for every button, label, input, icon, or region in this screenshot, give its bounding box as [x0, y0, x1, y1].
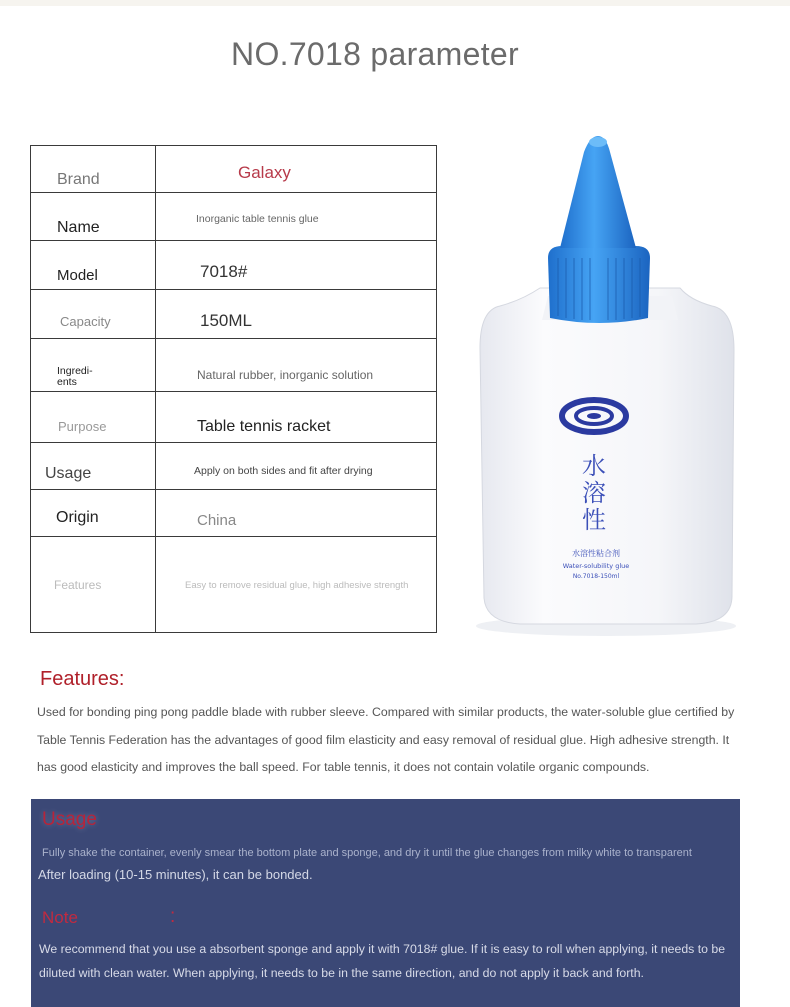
cn-char-1: 水 [582, 452, 606, 480]
bottle-label-cn: 水溶性粘合剂 [572, 549, 620, 558]
table-row [31, 392, 437, 443]
features-heading: Features: [40, 668, 125, 690]
cn-char-2: 溶 [582, 479, 606, 507]
top-band [0, 0, 790, 6]
brand-value: Galaxy [238, 163, 291, 182]
page-title: NO.7018 parameter [231, 36, 519, 72]
table-row [31, 490, 437, 537]
brand-value-cell [156, 146, 437, 193]
cn-char-3: 性 [582, 506, 606, 534]
table-row [31, 193, 437, 241]
note-text: We recommend that you use a absorbent sponge and apply it with 7018# glue. If it is easy to roll when applying, it needs to be diluted with clean water. When applying, it needs to be in the same direction, and do not apply it back and forth. [39, 942, 726, 980]
model-label: Model [57, 267, 98, 284]
origin-label: Origin [56, 509, 99, 526]
usage-heading: Usage [42, 809, 97, 830]
spec-table [30, 145, 437, 633]
ingredients-label: Ingredi- ents [57, 365, 93, 388]
features-text: Used for bonding ping pong paddle blade with rubber sleeve. Compared with similar products, the water-soluble glue certified by Table Tennis Federation has the advantages of good film elasticity and easy removal of residual glue. High adhesive strength. It has good elasticity and improves the ball speed. For table tennis, it does not contain volatile organic compounds. [37, 705, 735, 774]
nozzle-tip [560, 136, 636, 248]
bottle-label-en: Water-solubility glue [562, 562, 630, 570]
glue-bottle-image [460, 128, 760, 648]
usage-value: Apply on both sides and fit after drying [194, 465, 373, 477]
cap-base [548, 246, 650, 323]
purpose-label: Purpose [58, 419, 107, 434]
origin-value: China [197, 512, 237, 529]
model-value: 7018# [200, 262, 248, 281]
table-row [31, 290, 437, 339]
bottle-label-no: No.7018-150ml [572, 573, 620, 580]
usage-label: Usage [45, 465, 92, 482]
table-row [31, 146, 437, 193]
table-row [31, 339, 437, 392]
brand-label: Brand [57, 171, 100, 188]
features-label: Features [54, 578, 102, 592]
name-value: Inorganic table tennis glue [196, 213, 319, 225]
purpose-value: Table tennis racket [197, 418, 331, 435]
name-label: Name [57, 219, 100, 236]
usage-instruction-1: Fully shake the container, evenly smear the bottom plate and sponge, and dry it until the glue changes from milky white to transparent [42, 847, 692, 859]
capacity-label: Capacity [60, 314, 111, 329]
capacity-value: 150ML [200, 311, 252, 330]
usage-instruction-2: After loading (10-15 minutes), it can be bonded. [38, 867, 313, 882]
ingredients-value: Natural rubber, inorganic solution [197, 368, 374, 382]
note-colon: : [170, 906, 176, 927]
table-row [31, 537, 437, 633]
brand-label-cell [31, 146, 156, 193]
table-row [31, 241, 437, 290]
features-value: Easy to remove residual glue, high adhesive strength [185, 580, 409, 591]
note-heading: Note [42, 908, 78, 927]
table-row [31, 443, 437, 490]
